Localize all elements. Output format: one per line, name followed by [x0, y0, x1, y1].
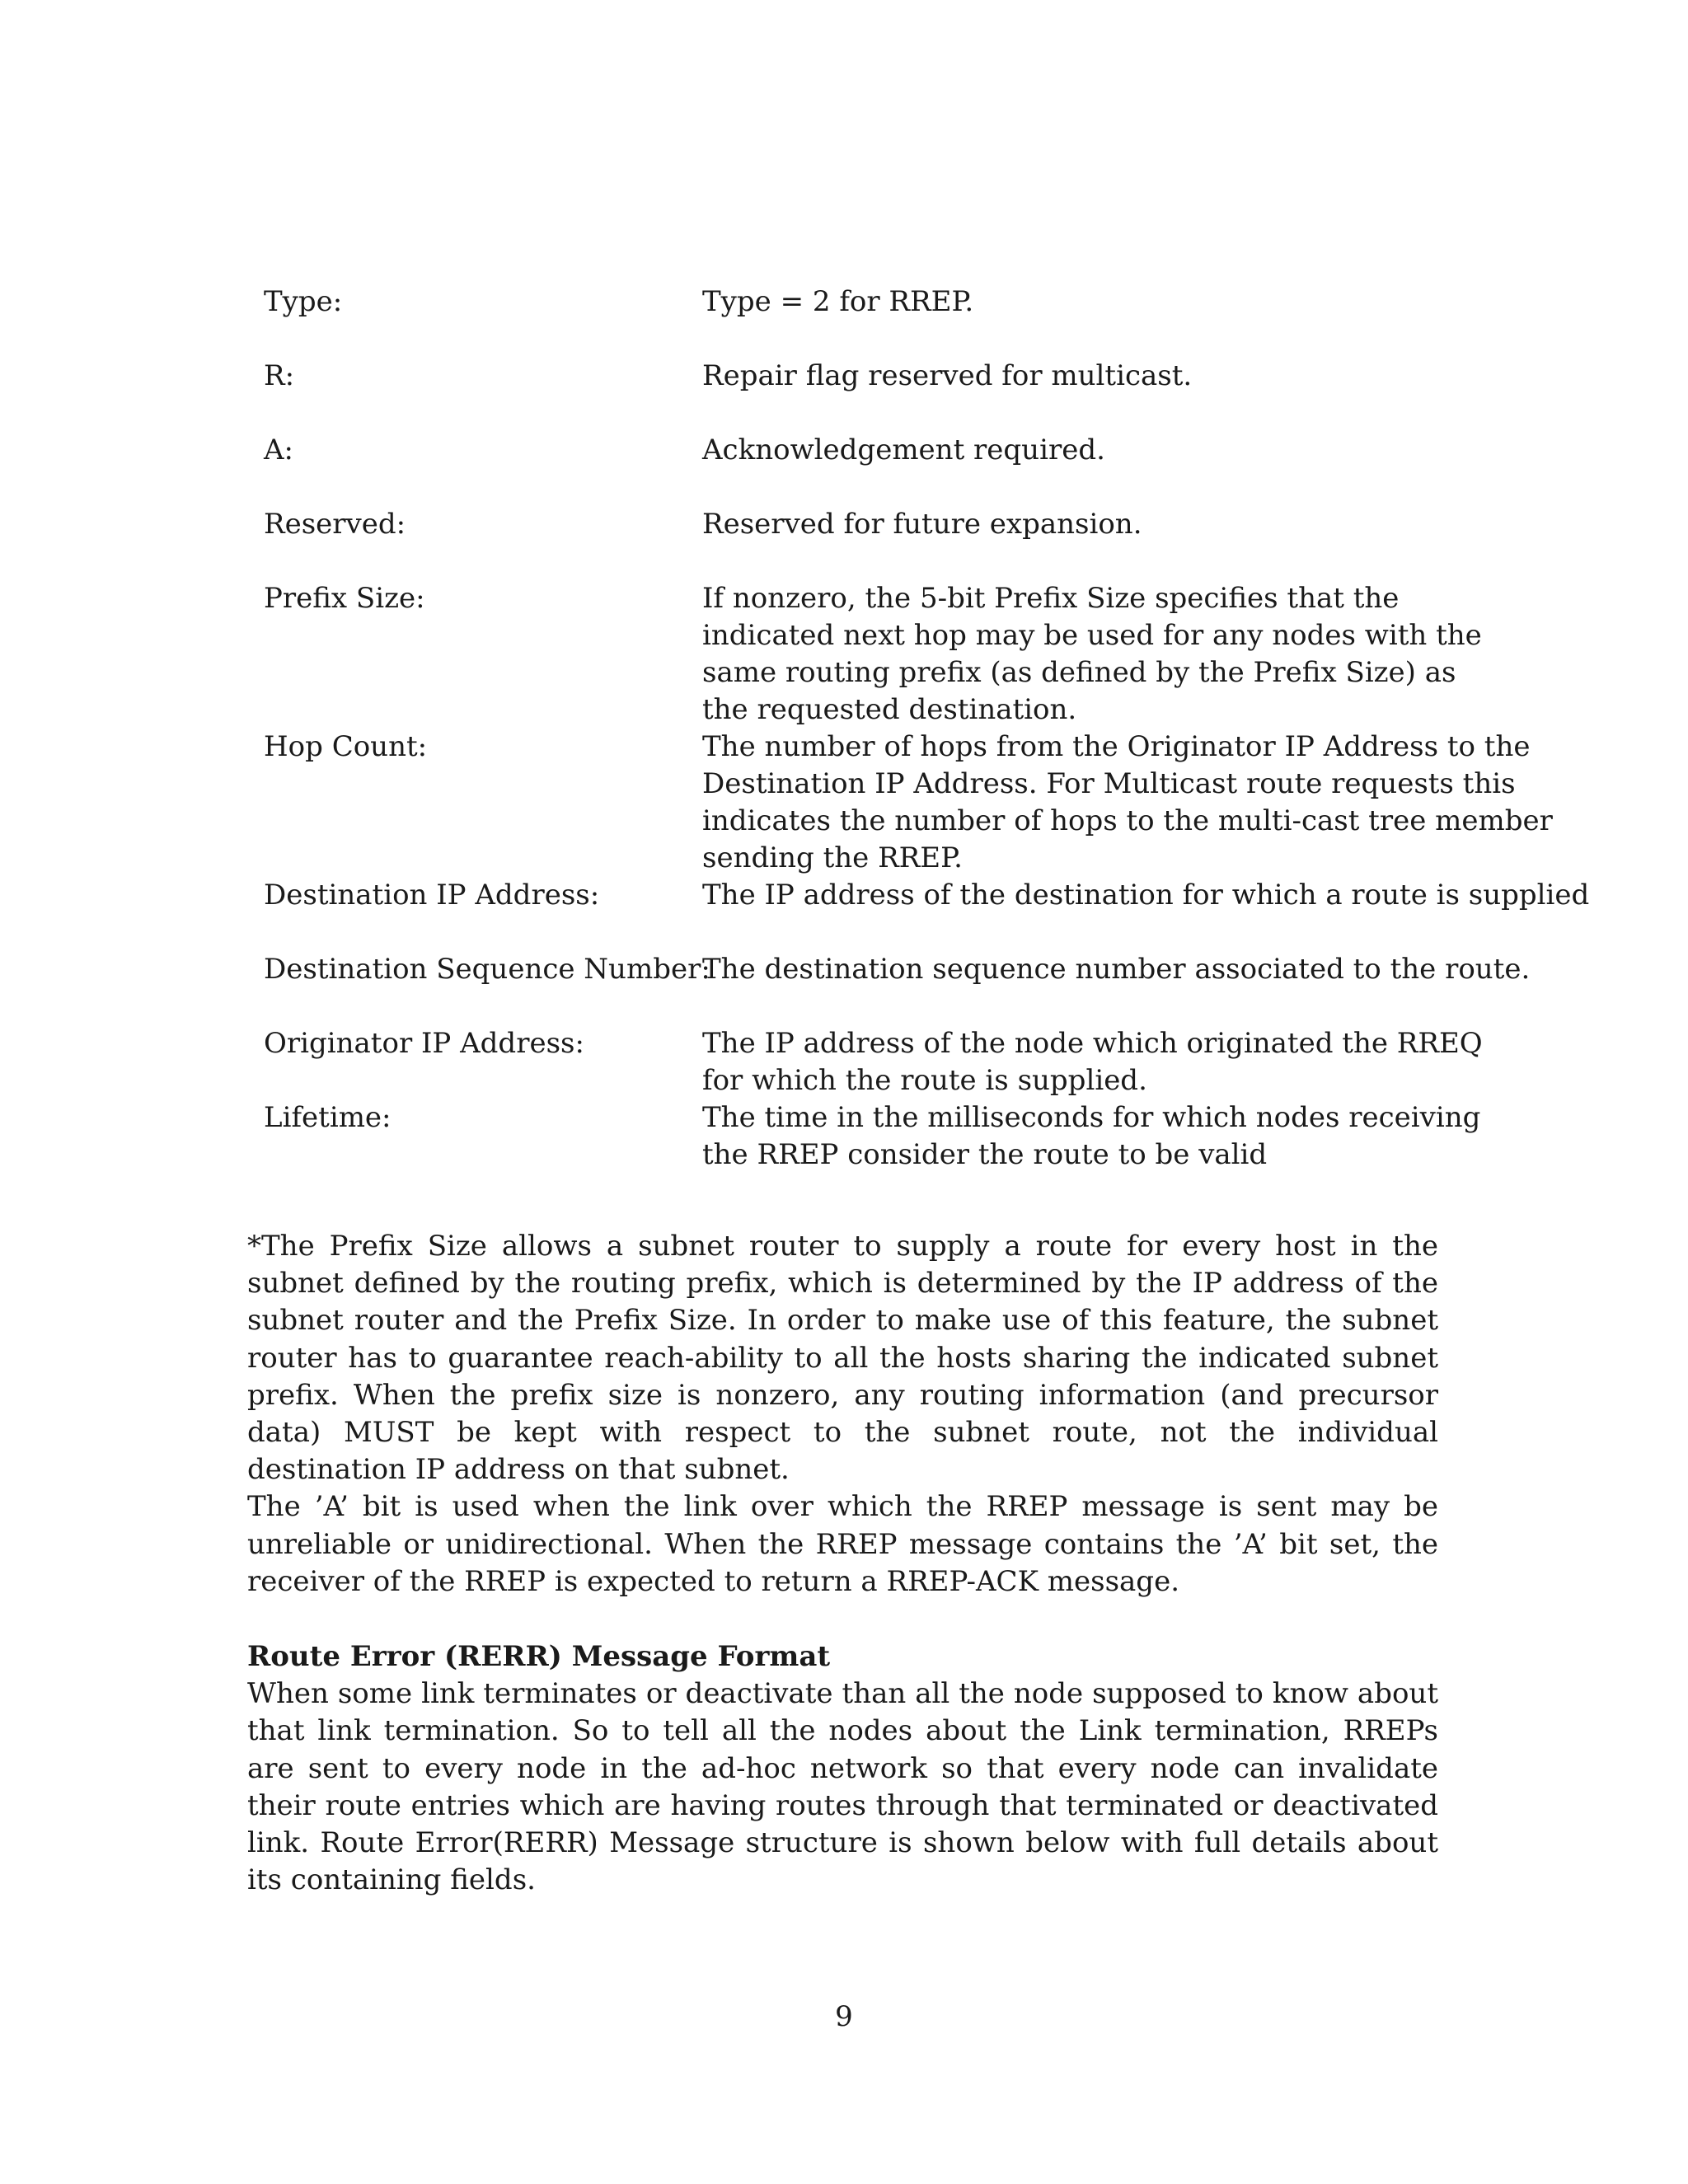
field-description-line: indicated next hop may be used for any nodes with the — [702, 619, 1482, 652]
field-description — [702, 358, 1550, 395]
field-name: R: — [264, 359, 295, 392]
field-description-line: If nonzero, the 5-bit Prefix Size specifies that the — [702, 582, 1400, 615]
field-row-originator-ip — [264, 1025, 1550, 1099]
field-name: A: — [264, 434, 294, 466]
field-description-line: the RREP consider the route to be valid — [702, 1138, 1268, 1171]
section-body: When some link terminates or deactivate than all the node supposed to know about that link termination. So to tell all the nodes about the Link termination, RREPs are sent to every node in the ad-hoc network so that every node can invalidate their route entries which are having routes through that terminated or deactivated link. Route Error(RERR) Message structure is shown below with full details about its containing fields. — [247, 1677, 1438, 1897]
field-name: Lifetime: — [264, 1101, 392, 1134]
field-description-line: for which the route is supplied. — [702, 1064, 1147, 1097]
field-row-lifetime — [264, 1099, 1550, 1174]
field-description — [702, 1025, 1550, 1099]
field-description-line: sending the RREP. — [702, 841, 963, 874]
field-row-destination-ip — [264, 877, 1590, 914]
field-name: Originator IP Address: — [264, 1027, 584, 1060]
field-row-prefix-size — [264, 580, 1550, 729]
field-description-line: Repair flag reserved for multicast. — [702, 359, 1193, 392]
a-bit-note: The ’A’ bit is used when the link over which the RREP message is sent may be unreliable or unidirectional. When the RREP message contains the ’A’ bit set, the receiver of the RREP is expected to return a RREP-ACK message. — [247, 1490, 1438, 1598]
field-description — [702, 877, 1589, 914]
field-row-a — [264, 432, 1550, 469]
field-description-line: Acknowledgement required. — [702, 434, 1105, 466]
field-description-line: Type = 2 for RREP. — [702, 285, 974, 318]
field-description — [702, 506, 1550, 543]
field-description — [702, 580, 1550, 729]
field-description-line: indicates the number of hops to the multi-cast tree member — [702, 804, 1553, 837]
field-description-line: The IP address of the destination for which a route is supplied — [702, 879, 1590, 912]
field-description-line: The time in the milliseconds for which nodes receiving — [702, 1101, 1481, 1134]
field-description-line: the requested destination. — [702, 693, 1077, 726]
field-name: Type: — [264, 285, 343, 318]
page-number: 9 — [835, 2000, 853, 2033]
field-description — [702, 729, 1553, 877]
field-description — [702, 1099, 1550, 1174]
field-row-r — [264, 358, 1550, 395]
field-description-line: The destination sequence number associated to the route. — [702, 953, 1531, 986]
field-row-destination-sequence — [264, 951, 1550, 988]
field-name: Destination Sequence Number: — [264, 953, 710, 986]
field-row-hop-count — [264, 729, 1553, 877]
section-heading: Route Error (RERR) Message Format — [247, 1640, 831, 1673]
field-row-reserved — [264, 506, 1550, 543]
rerr-section — [247, 1638, 1438, 1899]
rrep-field-table — [264, 284, 1590, 1174]
field-name: Hop Count: — [264, 730, 428, 763]
field-description-line: The number of hops from the Originator IP Address to the — [702, 730, 1531, 763]
field-description — [702, 432, 1550, 469]
field-name: Destination IP Address: — [264, 879, 600, 912]
notes-block — [247, 1228, 1438, 1601]
field-description — [702, 284, 1550, 321]
field-description-line: The IP address of the node which originated the RREQ — [702, 1027, 1483, 1060]
field-name: Reserved: — [264, 508, 406, 541]
field-description-line: Reserved for future expansion. — [702, 508, 1142, 541]
field-description-line: same routing prefix (as defined by the Prefix Size) as — [702, 656, 1456, 689]
field-row-type — [264, 284, 1550, 321]
field-description — [702, 951, 1550, 988]
prefix-size-note: *The Prefix Size allows a subnet router to supply a route for every host in the subnet defined by the routing prefix, which is determined by the IP address of the subnet router and the Prefix Size. In order to make use of this feature, the subnet router has to guarantee reach-ability to all the hosts sharing the indicated subnet prefix. When the prefix size is nonzero, any routing information (and precursor data) MUST be kept with respect to the subnet route, not the individual destination IP address on that subnet. — [247, 1230, 1438, 1487]
field-description-line: Destination IP Address. For Multicast route requests this — [702, 767, 1516, 800]
field-name: Prefix Size: — [264, 582, 425, 615]
